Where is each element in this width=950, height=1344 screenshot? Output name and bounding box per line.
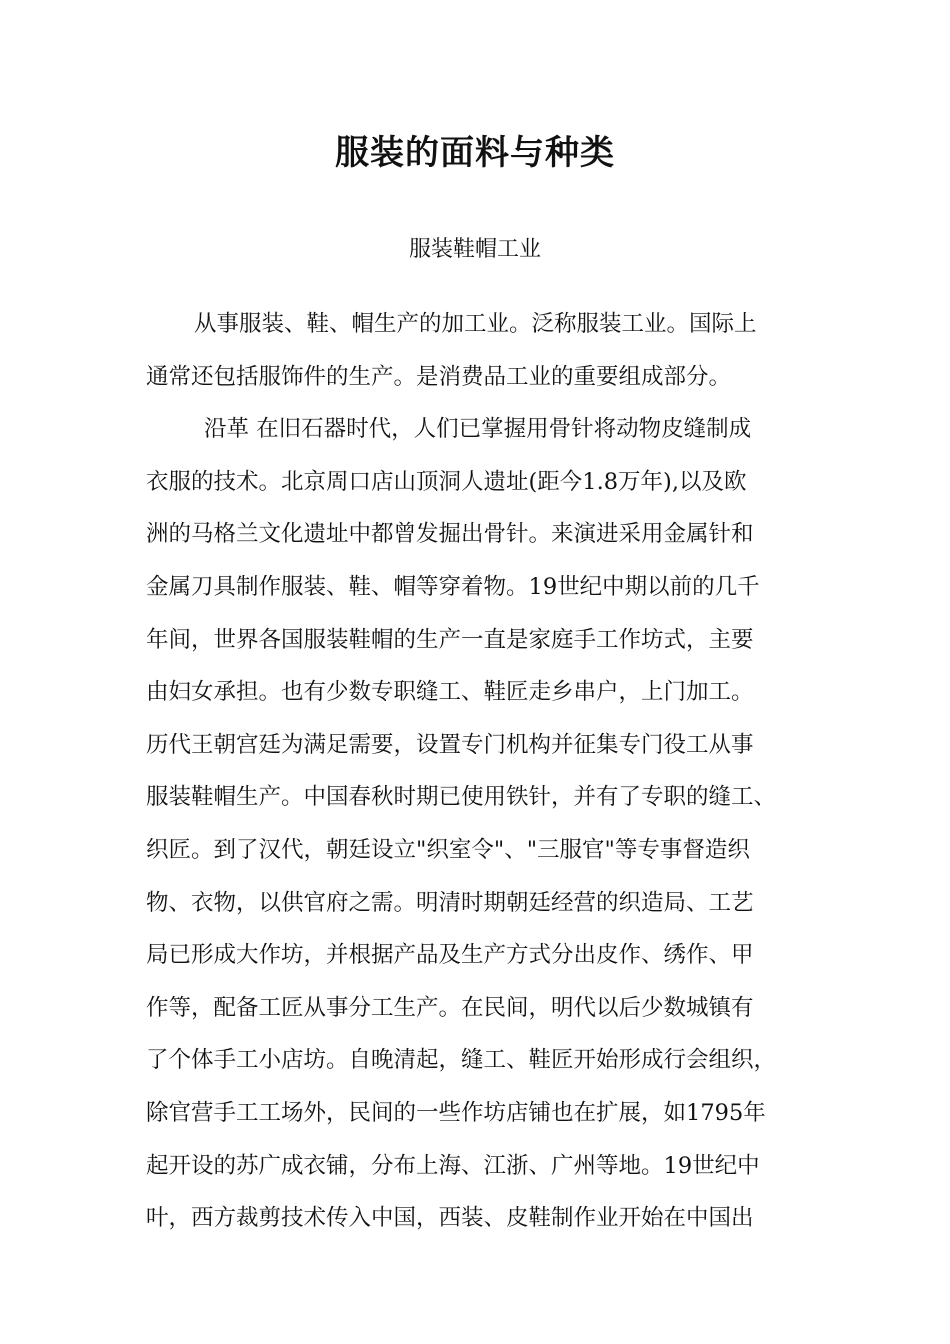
text-line: 衣服的技术。北京周口店山顶洞人遗址(距今1.8万年),以及欧 [146, 468, 747, 495]
text-line: 作等，配备工匠从事分工生产。在民间，明代以后少数城镇有 [146, 994, 754, 1021]
document-title: 服装的面料与种类 [335, 133, 615, 173]
body-text [146, 307, 826, 1254]
text-line: 从事服装、鞋、帽生产的加工业。泛称服装工业。国际上 [194, 311, 757, 337]
text-line: 由妇女承担。也有少数专职缝工、鞋匠走乡串户，上门加工。 [146, 679, 754, 706]
text-line: 服装鞋帽生产。中国春秋时期已使用铁针，并有了专职的缝工、 [146, 784, 777, 811]
text-line: 金属刀具制作服装、鞋、帽等穿着物。19世纪中期以前的几千 [146, 573, 760, 600]
text-line: 了个体手工小店坊。自晚清起，缝工、鞋匠开始形成行会组织， [146, 1047, 777, 1074]
text-line: 除官营手工工场外，民间的一些作坊店铺也在扩展，如1795年 [146, 1099, 766, 1126]
text-line: 织匠。到了汉代，朝廷设立"织室令"、"三服官"等专事督造织 [146, 836, 750, 863]
text-line: 物、衣物，以供官府之需。明清时期朝廷经营的织造局、工艺 [146, 889, 754, 916]
text-line: 局已形成大作坊，并根据产品及生产方式分出皮作、绣作、甲 [146, 942, 754, 969]
text-line: 叶，西方裁剪技术传入中国，西装、皮鞋制作业开始在中国出 [146, 1205, 754, 1232]
text-line: 洲的马格兰文化遗址中都曾发掘出骨针。来演进采用金属针和 [146, 521, 754, 548]
section-subtitle: 服装鞋帽工业 [408, 237, 541, 262]
text-line: 通常还包括服饰件的生产。是消费品工业的重要组成部分。 [146, 363, 732, 390]
text-line: 沿革 在旧石器时代，人们已掌握用骨针将动物皮缝制成 [204, 416, 752, 443]
text-line: 年间，世界各国服装鞋帽的生产一直是家庭手工作坊式，主要 [146, 626, 754, 653]
text-line: 起开设的苏广成衣铺，分布上海、江浙、广州等地。19世纪中 [146, 1152, 760, 1179]
text-line: 历代王朝宫廷为满足需要，设置专门机构并征集专门役工从事 [146, 731, 754, 758]
